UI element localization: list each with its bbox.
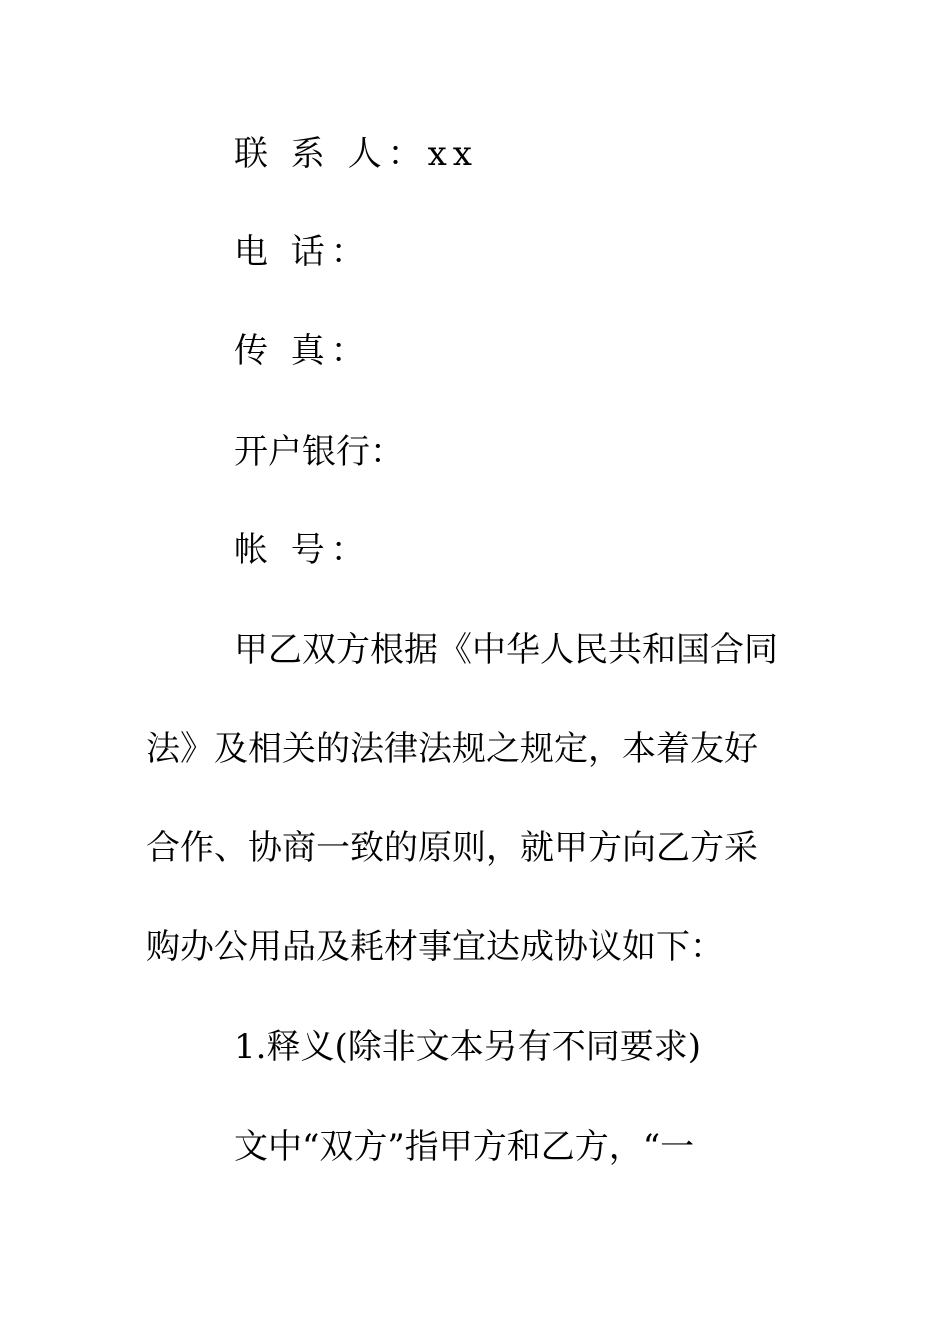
- definition-line: 文中“双方”指甲方和乙方，“一: [234, 1127, 695, 1167]
- fax-line: 传 真：: [234, 331, 371, 371]
- bank-line: 开户银行：: [234, 432, 404, 472]
- contact-person-line: 联 系 人：xx: [234, 134, 478, 174]
- section-heading: 1.释义(除非文本另有不同要求): [234, 1027, 701, 1067]
- paragraph-line-3: 合作、协商一致的原则，就甲方向乙方采: [146, 828, 758, 868]
- paragraph-line-4: 购办公用品及耗材事宜达成协议如下：: [146, 927, 724, 967]
- paragraph-line-1: 甲乙双方根据《中华人民共和国合同: [234, 630, 778, 670]
- account-line: 帐 号：: [234, 530, 371, 570]
- paragraph-line-2: 法》及相关的法律法规之规定，本着友好: [146, 729, 758, 769]
- phone-line: 电 话：: [234, 232, 371, 272]
